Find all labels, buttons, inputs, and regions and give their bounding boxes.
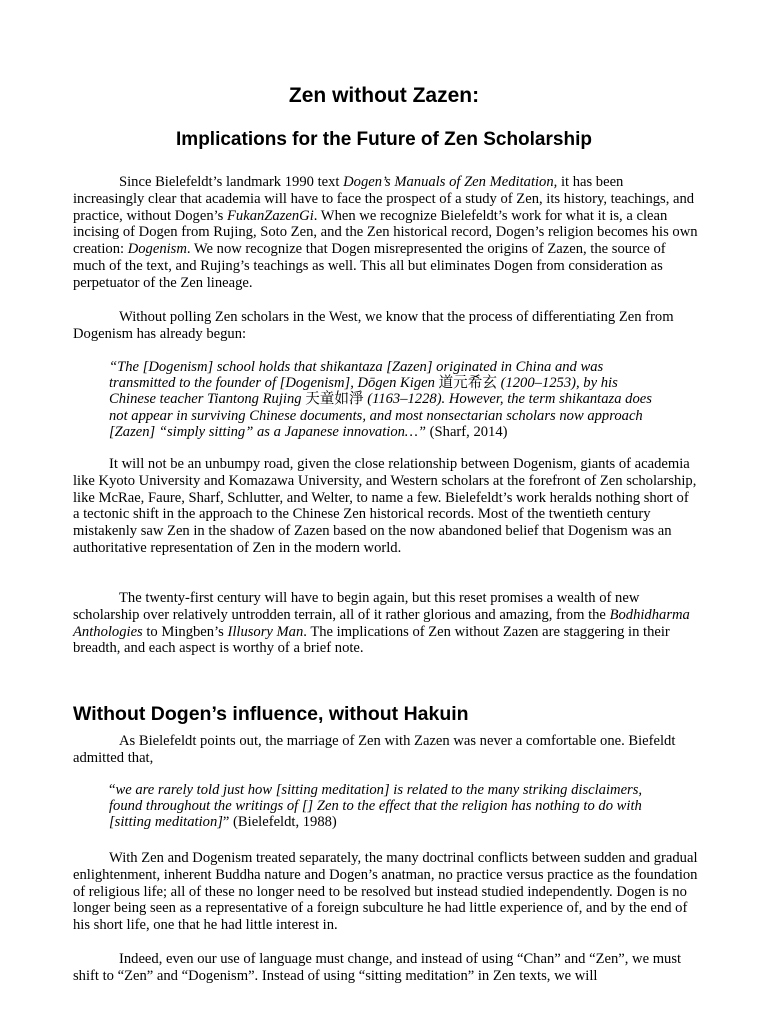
paragraph-3: It will not be an unbumpy road, given the close relationship between Dogenism, giants of academia like Kyoto University and Komazawa University, and Western scholars at the forefront of Zen scholarship, like McRae, Faure, Sharf, Schlutter, and Welter, to name a few. Bielefeldt’s work heralds nothing short of a tectonic shift in the approach to the Chinese Zen historical records. Most of the twentieth century mistakenly saw Zen in the shadow of Zazen based on the now abandoned belief that Dogenism was an authoritative representation of Zen in the modern world. <box>73 456 697 556</box>
block-quote-sharf: “The [Dogenism] school holds that shikantaza [Zazen] originated in China and was transmitted to the founder of [Dogenism], Dōgen Kigen 道元希玄 (1200–1253), by his Chinese teacher Tiantong Rujing 天童如淨 (1163–1228). However, the term shikantaza does not appear in surviving Chinese documents, and most nonsectarian scholars now approach [Zazen] “simply sitting” as a Japanese innovation…” (Sharf, 2014) <box>109 359 652 440</box>
book-title-dogens-manuals: Dogen’s Manuals of Zen Meditation, <box>343 174 558 190</box>
document-title: Zen without Zazen: <box>288 84 480 107</box>
paragraph-1: Since Bielefeldt’s landmark 1990 text Dogen’s Manuals of Zen Meditation, it has been increasingly clear that academia will have to face the prospect of a study of Zen, its history, teachings, and practice, without Dogen’s FukanZazenGi. When we recognize Bielefeldt’s work for what it is, a clean incising of Dogen from Rujing, Soto Zen, and the Zen historical record, Dogen’s religion becomes his own creation: Dogenism. We now recognize that Dogen misrepresented the origins of Zazen, the source of much of the text, and Rujing’s teachings as well. This all but eliminates Dogen from consideration as perpetuator of the Zen lineage. <box>73 174 698 291</box>
text-title-fukanzazengi: FukanZazenGi <box>227 207 314 224</box>
section-heading: Without Dogen’s influence, without Hakuin <box>73 703 469 725</box>
citation-bielefeldt: ” (Bielefeldt, 1988) <box>222 814 337 831</box>
term-dogenism: Dogenism <box>127 241 187 258</box>
book-title-bodhidharma-anthologies: Bodhidharma Anthologies <box>73 606 690 640</box>
paragraph-5: As Bielefeldt points out, the marriage of Zen with Zazen was never a comfortable one. Biefeldt admitted that, <box>73 733 676 766</box>
document-subtitle: Implications for the Future of Zen Scholarship <box>176 129 592 150</box>
book-title-illusory-man: Illusory Man <box>227 623 304 640</box>
citation-sharf: (Sharf, 2014) <box>426 423 508 440</box>
paragraph-6: With Zen and Dogenism treated separately, the many doctrinal conflicts between sudden and gradual enlightenment, inherent Buddha nature and Dogen’s anatman, no practice versus practice as the foundation of religious life; all of these no longer need to be resolved but instead studied independently. Dogen is no longer being seen as a representative of a foreign subculture he had little experience of, and by the end of his short life, one that he had little interest in. <box>73 850 698 934</box>
paragraph-2: Without polling Zen scholars in the West, we know that the process of differentiating Zen from Dogenism has already begun: <box>73 309 674 342</box>
block-quote-bielefeldt: “we are rarely told just how [sitting meditation] is related to the many striking disclaimers, found throughout the writings of [] Zen to the effect that the religion has nothing to do with [sitting meditation]” (Bielefeldt, 1988) <box>109 782 643 831</box>
paragraph-7: Indeed, even our use of language must change, and instead of using “Chan” and “Zen”, we must shift to “Zen” and “Dogenism”. Instead of using “sitting meditation” in Zen texts, we will <box>73 951 682 984</box>
paragraph-4: The twenty-first century will have to begin again, but this reset promises a wealth of new scholarship over relatively untrodden terrain, all of it rather glorious and amazing, from the Bodhidharma Anthologies to Mingben’s Illusory Man. The implications of Zen without Zazen are staggering in their breadth, and each aspect is worthy of a brief note. <box>73 590 690 657</box>
